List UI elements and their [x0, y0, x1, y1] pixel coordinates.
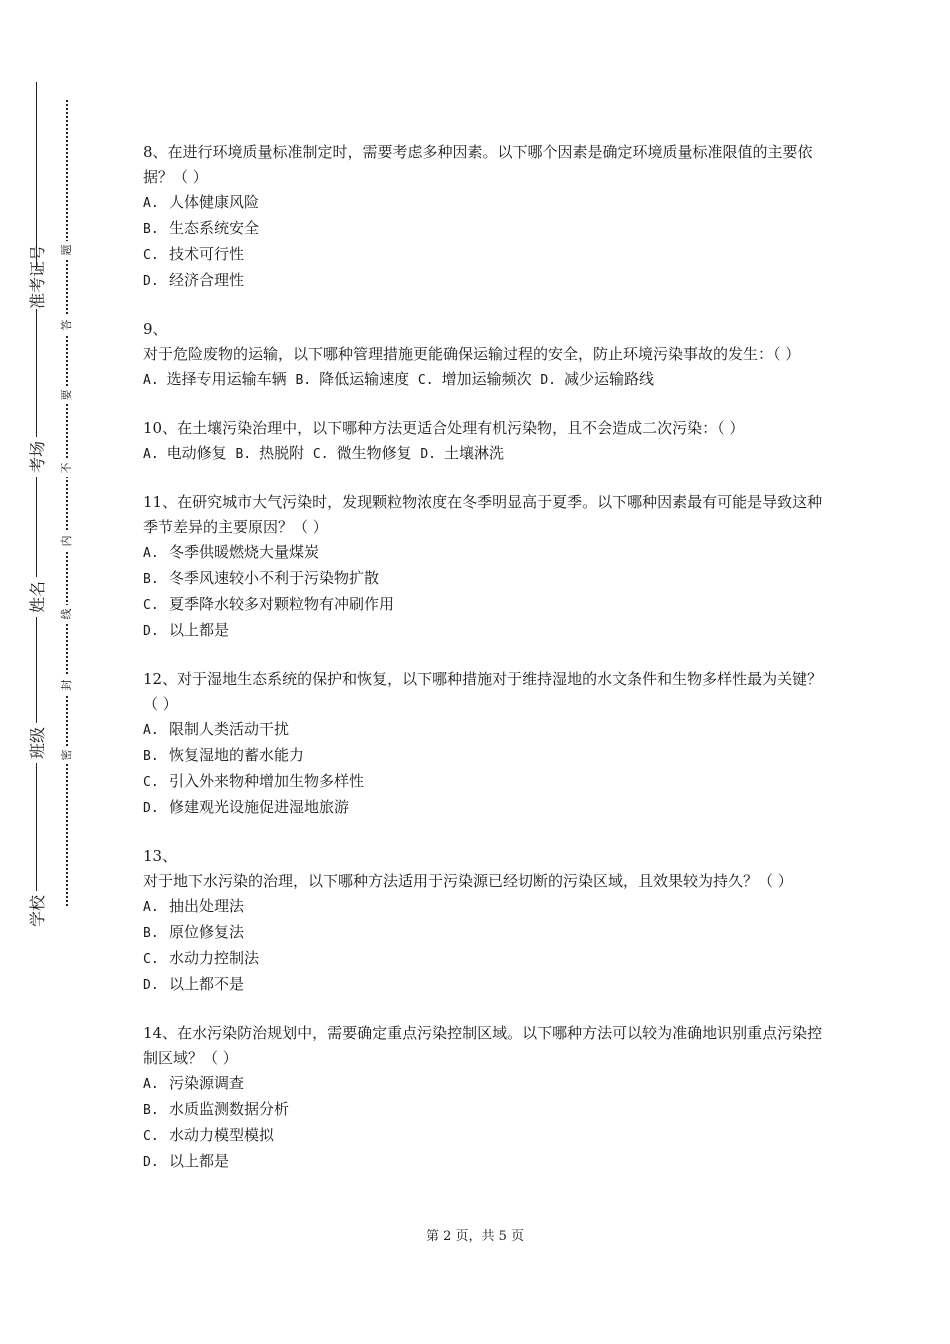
option-d	[143, 1149, 823, 1175]
question-stem	[143, 667, 823, 717]
option-text: 技术可行性	[169, 245, 245, 263]
question-number: 9、	[143, 320, 168, 338]
inline-options	[143, 367, 823, 393]
question-text: 在水污染防治规划中，需要确定重点污染控制区域。以下哪种方法可以较为准确地识别重点污染控制区域？（ ）	[143, 1024, 823, 1067]
option-letter: B.	[295, 373, 312, 388]
option-a	[143, 190, 823, 216]
option-letter: C.	[312, 447, 329, 462]
option-c	[143, 1123, 823, 1149]
question-stem	[143, 140, 823, 190]
option-text: 降低运输速度	[319, 370, 410, 388]
option-text: 经济合理性	[169, 271, 245, 289]
option-letter: C.	[143, 775, 159, 790]
question-stem	[143, 317, 823, 367]
option-letter: A.	[143, 196, 159, 211]
option-text: 冬季风速较小不利于污染物扩散	[169, 569, 380, 587]
option-text: 生态系统安全	[169, 219, 260, 237]
option-text: 选择专用运输车辆	[166, 370, 287, 388]
question-stem	[143, 416, 823, 441]
option-letter: C.	[143, 248, 159, 263]
field-school-label: 学校	[29, 891, 47, 931]
question-13	[143, 844, 823, 998]
option-c	[418, 370, 532, 388]
binding-solid-line	[36, 82, 37, 924]
option-text: 电动修复	[166, 444, 227, 462]
field-admission-number-label: 准考证号	[28, 244, 47, 309]
question-11	[143, 490, 823, 644]
option-letter: C.	[417, 373, 434, 388]
page-footer: 第 2 页，共 5 页	[425, 1229, 525, 1244]
option-letter: D.	[143, 1155, 159, 1170]
field-name-label: 姓名	[29, 577, 47, 617]
option-letter: D.	[143, 978, 159, 993]
question-number: 13、	[143, 847, 178, 865]
option-text: 原位修复法	[169, 923, 245, 941]
option-letter: A.	[143, 1077, 159, 1092]
seal-char: 不	[60, 459, 74, 477]
option-letter: D.	[143, 624, 159, 639]
option-c	[313, 444, 412, 462]
option-letter: C.	[143, 598, 159, 613]
option-text: 修建观光设施促进湿地旅游	[169, 798, 350, 816]
option-b	[143, 920, 823, 946]
option-d	[540, 370, 654, 388]
question-text: 对于湿地生态系统的保护和恢复，以下哪种措施对于维持湿地的水文条件和生物多样性最为关键？（ ）	[143, 670, 823, 713]
option-text: 水动力模型模拟	[169, 1126, 275, 1144]
option-letter: B.	[235, 447, 252, 462]
option-text: 人体健康风险	[169, 193, 260, 211]
option-letter: A.	[143, 373, 159, 388]
option-b	[143, 743, 823, 769]
option-text: 增加运输频次	[441, 370, 532, 388]
option-text: 水质监测数据分析	[169, 1100, 290, 1118]
question-number: 10、	[143, 419, 178, 437]
seal-char: 内	[60, 532, 74, 550]
option-a	[143, 540, 823, 566]
question-8	[143, 140, 823, 294]
option-c	[143, 946, 823, 972]
binding-dotted-line	[66, 100, 68, 906]
seal-char: 线	[60, 605, 74, 623]
option-d	[143, 268, 823, 294]
option-letter: B.	[143, 926, 159, 941]
option-text: 抽出处理法	[169, 897, 245, 915]
inline-options	[143, 441, 823, 467]
question-9	[143, 317, 823, 393]
question-text: 在研究城市大气污染时，发现颗粒物浓度在冬季明显高于夏季。以下哪种因素最有可能是导致这种季节差异的主要原因？（ ）	[143, 493, 823, 536]
option-a	[143, 444, 227, 462]
option-text: 引入外来物种增加生物多样性	[169, 772, 365, 790]
option-text: 以上都不是	[169, 975, 245, 993]
question-text: 对于地下水污染的治理，以下哪种方法适用于污染源已经切断的污染区域，且效果较为持久？（ ）	[143, 872, 793, 890]
option-letter: C.	[143, 1129, 159, 1144]
question-number: 11、	[143, 493, 178, 511]
option-text: 冬季供暖燃烧大量煤炭	[169, 543, 320, 561]
option-b	[235, 444, 304, 462]
seal-char: 密	[60, 746, 74, 764]
option-text: 以上都是	[169, 1152, 230, 1170]
option-d	[420, 444, 504, 462]
option-letter: A.	[143, 900, 159, 915]
option-b	[295, 370, 409, 388]
option-text: 以上都是	[169, 621, 230, 639]
option-letter: D.	[540, 373, 557, 388]
option-letter: B.	[143, 572, 159, 587]
option-d	[143, 972, 823, 998]
seal-char: 答	[60, 316, 74, 334]
option-text: 恢复湿地的蓄水能力	[169, 746, 305, 764]
option-letter: D.	[143, 274, 159, 289]
option-c	[143, 592, 823, 618]
option-b	[143, 566, 823, 592]
question-text: 对于危险废物的运输，以下哪种管理措施更能确保运输过程的安全，防止环境污染事故的发生：（ ）	[143, 345, 801, 363]
option-text: 水动力控制法	[169, 949, 260, 967]
option-letter: D.	[143, 801, 159, 816]
option-a	[143, 717, 823, 743]
question-stem	[143, 844, 823, 894]
field-class-label: 班级	[29, 723, 47, 763]
option-b	[143, 216, 823, 242]
option-letter: B.	[143, 222, 159, 237]
option-text: 土壤淋洗	[444, 444, 505, 462]
option-a	[143, 894, 823, 920]
option-d	[143, 795, 823, 821]
question-10	[143, 416, 823, 467]
option-text: 污染源调查	[169, 1074, 245, 1092]
question-stem	[143, 490, 823, 540]
option-text: 热脱附	[259, 444, 305, 462]
question-list	[143, 140, 823, 1198]
option-b	[143, 1097, 823, 1123]
option-letter: D.	[420, 447, 437, 462]
question-number: 8、	[143, 143, 168, 161]
option-letter: B.	[143, 749, 159, 764]
binding-margin	[0, 0, 110, 1344]
question-12	[143, 667, 823, 821]
question-number: 12、	[143, 670, 178, 688]
option-c	[143, 769, 823, 795]
option-a	[143, 370, 287, 388]
option-letter: B.	[143, 1103, 159, 1118]
question-stem	[143, 1021, 823, 1071]
option-letter: A.	[143, 447, 159, 462]
question-number: 14、	[143, 1024, 178, 1042]
option-letter: A.	[143, 723, 159, 738]
seal-char: 题	[60, 241, 74, 259]
option-letter: C.	[143, 952, 159, 967]
seal-char: 要	[60, 386, 74, 404]
question-text: 在进行环境质量标准制定时，需要考虑多种因素。以下哪个因素是确定环境质量标准限值的主要依据？（ ）	[143, 143, 813, 186]
question-text: 在土壤污染治理中，以下哪种方法更适合处理有机污染物，且不会造成二次污染：（ ）	[177, 419, 745, 437]
option-text: 减少运输路线	[564, 370, 655, 388]
option-text: 夏季降水较多对颗粒物有冲刷作用	[169, 595, 395, 613]
option-d	[143, 618, 823, 644]
field-exam-room-label: 考场	[29, 437, 47, 477]
option-letter: A.	[143, 546, 159, 561]
seal-char: 封	[60, 676, 74, 694]
option-a	[143, 1071, 823, 1097]
option-text: 限制人类活动干扰	[169, 720, 290, 738]
option-text: 微生物修复	[336, 444, 412, 462]
option-c	[143, 242, 823, 268]
question-14	[143, 1021, 823, 1175]
